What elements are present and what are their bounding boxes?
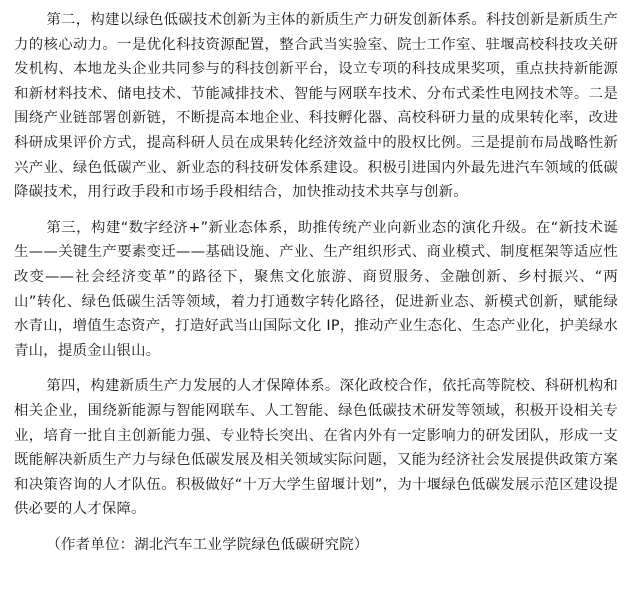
author-affiliation: （作者单位：湖北汽车工业学院绿色低碳研究院） (46, 536, 369, 553)
paragraph-third-point: 第三，构建“数字经济+”新业态体系，助推传统产业向新业态的演化升级。在“新技术诞生——关键生产要素变迁——基础设施、产业、生产组织形式、商业模式、制度框架等适应性改变——社会经济变革”的路径下，聚焦文化旅游、商贸服务、金融创新、乡村振兴、“两山”转化、绿色低碳生活等领域，着力打通数字转化路径，促进新业态、新模式创新，赋能绿水青山，增值生态资产，打造好武当山国际文化 IP，推动产业生态化、生态产业化，护美绿水青山，提质金山银山。 (14, 219, 618, 359)
paragraph-fourth-point: 第四，构建新质生产力发展的人才保障体系。深化政校合作，依托高等院校、科研机构和相关企业，围绕新能源与智能网联车、人工智能、绿色低碳技术研发等领域，积极开设相关专业，培育一批自主创新能力强、专业特长突出、在省内外有一定影响力的研发团队，形成一支既能解决新质生产力与绿色低碳发展及相关领域实际问题，又能为经济社会发展提供政策方案和决策咨询的人才队伍。积极做好“十万大学生留堰计划”，为十堰绿色低碳发展示范区建设提供必要的人才保障。 (14, 378, 618, 518)
paragraph-second-point: 第二，构建以绿色低碳技术创新为主体的新质生产力研发创新体系。科技创新是新质生产力的核心动力。一是优化科技资源配置，整合武当实验室、院士工作室、驻堰高校科技攻关研发机构、本地龙头企业共同参与的科技创新平台，设立专项的科技成果奖项，重点扶持新能源和新材料技术、储电技术、节能减排技术、智能与网联车技术、分布式柔性电网技术等。二是围绕产业链部署创新链，不断提高本地企业、科技孵化器、高校科研力量的成果转化率，改进科研成果评价方式，提高科研人员在成果转化经济效益中的股权比例。三是提前布局战略性新兴产业、绿色低碳产业、新业态的科技研发体系建设。积极引进国内外最先进汽车领域的低碳降碳技术，用行政手段和市场手段相结合，加快推动技术共享与创新。 (14, 12, 618, 201)
